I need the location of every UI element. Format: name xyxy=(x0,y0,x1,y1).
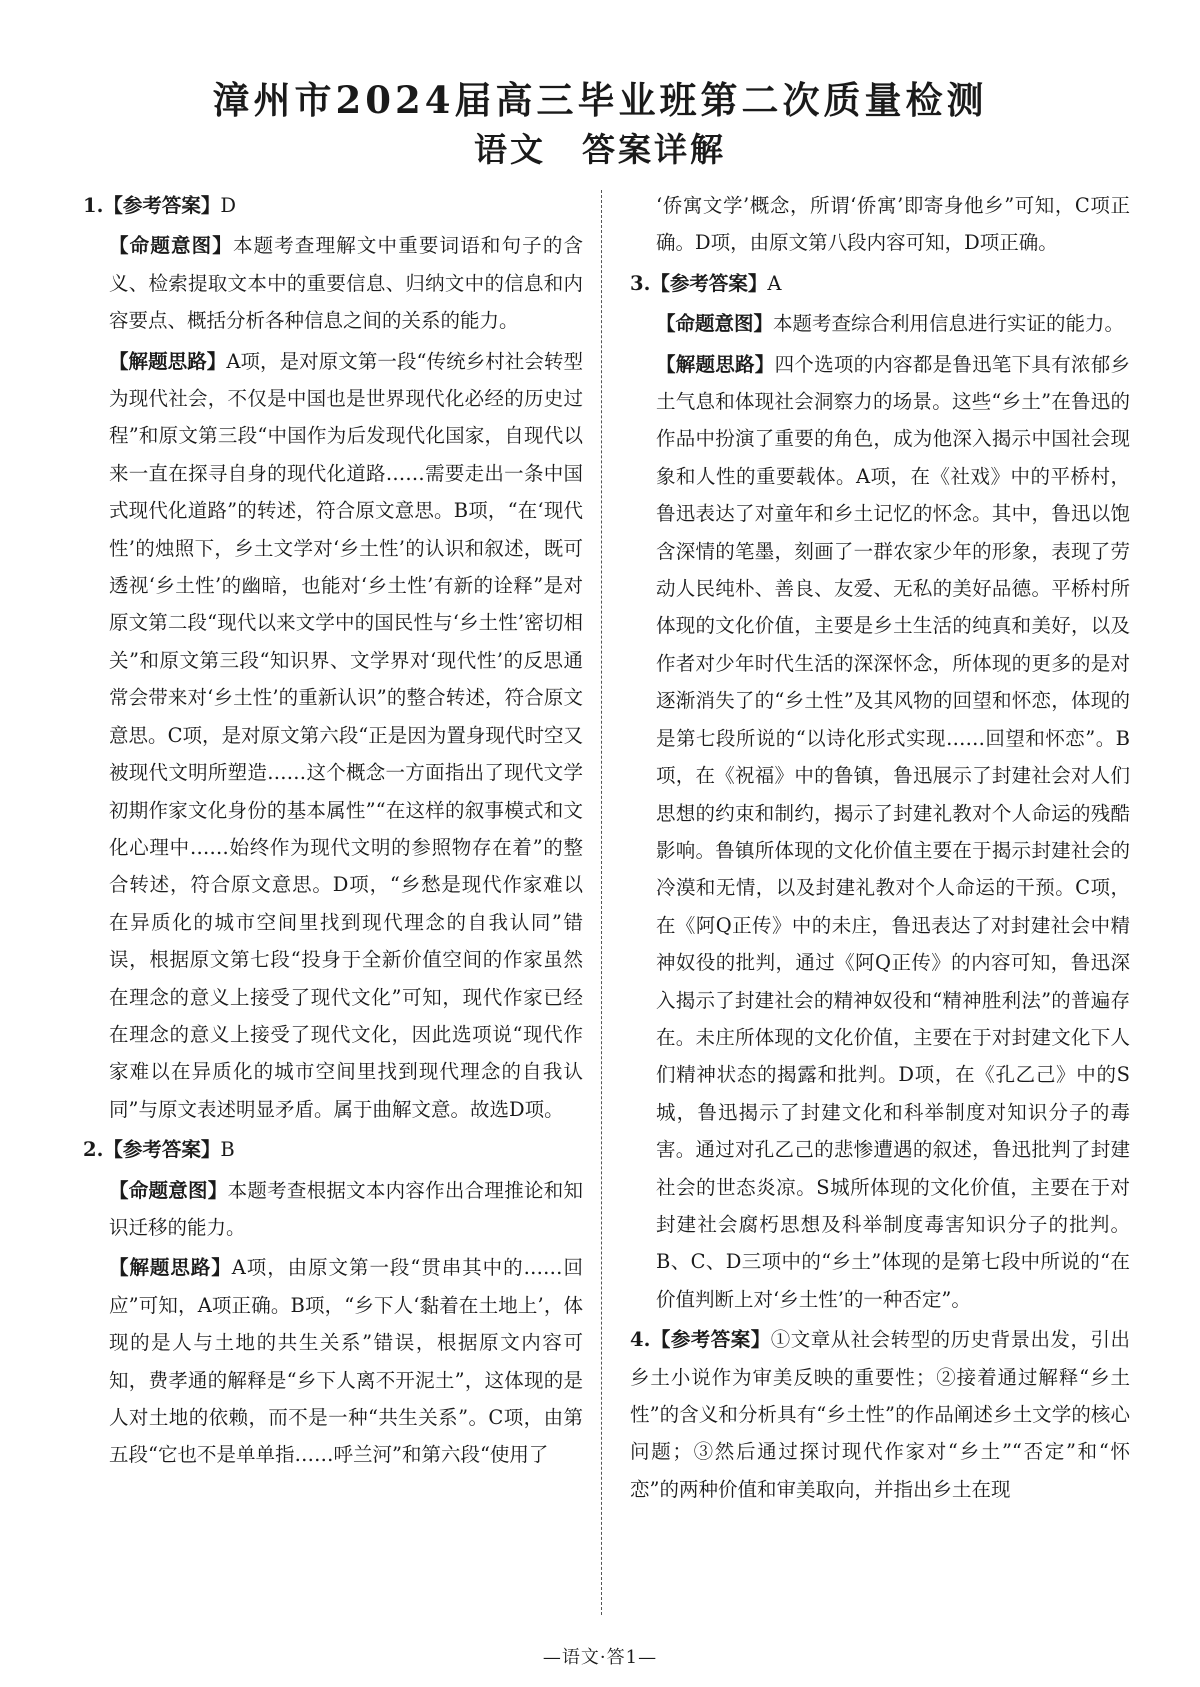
left-column xyxy=(83,187,583,1477)
paragraph: 【命题意图】本题考查理解文中重要词语和句子的含义、检索提取文本中的重要信息、归纳文中的信息和内容要点、概括分析各种信息之间的关系的能力。 xyxy=(109,234,583,333)
paragraph: 【解题思路】A项，是对原文第一段“传统乡村社会转型为现代社会，不仅是中国也是世界现代化必经的历史过程”和原文第三段“中国作为后发现代化国家，自现代以来一直在探寻自身的现代化道路……需要走出一条中国式现代化道路”的转述，符合原文意思。B项，“在‘现代性’的烛照下，乡土文学对‘乡土性’的认识和叙述，既可透视‘乡土性’的幽暗，也能对‘乡土性’有新的诠释”是对原文第二段“现代以来文学中的国民性与‘乡土性’密切相关”和原文第三段“知识界、文学界对‘现代性’的反思通常会带来对‘乡土性’的重新认识”的整合转述，符合原文意思。C项，是对原文第六段“正是因为置身现代时空又被现代文明所塑造……这个概念一方面指出了现代文学初期作家文化身份的基本属性”“在这样的叙事模式和文化心理中……始终作为现代文明的参照物存在着”的整合转述，符合原文意思。D项，“乡愁是现代作家难以在异质化的城市空间里找到现代理念的自我认同”错误，根据原文第七段“投身于全新价值空间的作家虽然在理念的意义上接受了现代文化”可知，现代作家已经在理念的意义上接受了现代文化，因此选项说“现代作家难以在异质化的城市空间里找到现代理念的自我认同”与原文表述明显矛盾。属于曲解文意。故选D项。 xyxy=(109,349,583,1121)
column-divider xyxy=(601,190,602,1615)
paragraph: 2.【参考答案】B xyxy=(83,1138,235,1162)
paragraph: 3.【参考答案】A xyxy=(630,271,782,295)
right-column xyxy=(630,187,1130,1511)
paragraph: 【解题思路】四个选项的内容都是鲁迅笔下具有浓郁乡土气息和体现社会洞察力的场景。这些“乡土”在鲁迅的作品中扮演了重要的角色，成为他深入揭示中国社会现象和人性的重要载体。A项，在《社戏》中的平桥村，鲁迅表达了对童年和乡土记忆的怀念。其中，鲁迅以饱含深情的笔墨，刻画了一群农家少年的形象，表现了劳动人民纯朴、善良、友爱、无私的美好品德。平桥村所体现的文化价值，主要是乡土生活的纯真和美好，以及作者对少年时代生活的深深怀念，所体现的更多的是对逐渐消失了的“乡土性”及其风物的回望和怀恋，体现的是第七段所说的“以诗化形式实现……回望和怀恋”。B项，在《祝福》中的鲁镇，鲁迅展示了封建社会对人们思想的约束和制约，揭示了封建礼教对个人命运的残酷影响。鲁镇所体现的文化价值主要在于揭示封建社会的冷漠和无情，以及封建礼教对个人命运的干预。C项，在《阿Q正传》中的未庄，鲁迅表达了对封建社会中精神奴役的批判，通过《阿Q正传》的内容可知，鲁迅深入揭示了封建社会的精神奴役和“精神胜利法”的普遍存在。未庄所体现的文化价值，主要在于对封建文化下人们精神状态的揭露和批判。D项，在《孔乙己》中的S城，鲁迅揭示了封建文化和科举制度对知识分子的毒害。通过对孔乙己的悲惨遭遇的叙述，鲁迅批判了封建社会的世态炎凉。S城所体现的文化价值，主要在于对封建社会腐朽思想及科举制度毒害知识分子的批判。B、C、D三项中的“乡土”体现的是第七段中所说的“在价值判断上对‘乡土性’的一种否定”。 xyxy=(656,352,1130,1311)
document-title: 漳州市2024届高三毕业班第二次质量检测 xyxy=(212,78,988,122)
paragraph: 【解题思路】A项，由原文第一段“贯串其中的……回应”可知，A项正确。B项，“乡下人‘黏着在土地上’，体现的是人与土地的共生关系”错误，根据原文内容可知，费孝通的解释是“乡下人离不开泥土”，这体现的是人对土地的依赖，而不是一种“共生关系”。C项，由第五段“它也不是单单指……呼兰河”和第六段“使用了 xyxy=(109,1256,583,1467)
paragraph: ‘侨寓文学’概念，所谓‘侨寓’即寄身他乡”可知，C项正确。D项，由原文第八段内容可知，D项正确。 xyxy=(656,194,1130,255)
paragraph: 【命题意图】本题考查根据文本内容作出合理推论和知识迁移的能力。 xyxy=(109,1178,583,1239)
paragraph: 4.【参考答案】①文章从社会转型的历史背景出发，引出乡土小说作为审美反映的重要性；②接着通过解释“乡土性”的含义和分析具有“乡土性”的作品阐述乡土文学的核心问题；③然后通过探讨现代作家对“乡土”“否定”和“怀恋”的两种价值和审美取向，并指出乡土在现 xyxy=(630,1328,1130,1501)
paragraph: 1.【参考答案】D xyxy=(83,194,237,217)
page-footer: —语文·答1— xyxy=(542,1647,658,1668)
document-subtitle: 语文 答案详解 xyxy=(474,130,726,169)
paragraph: 【命题意图】本题考查综合利用信息进行实证的能力。 xyxy=(656,312,1125,336)
